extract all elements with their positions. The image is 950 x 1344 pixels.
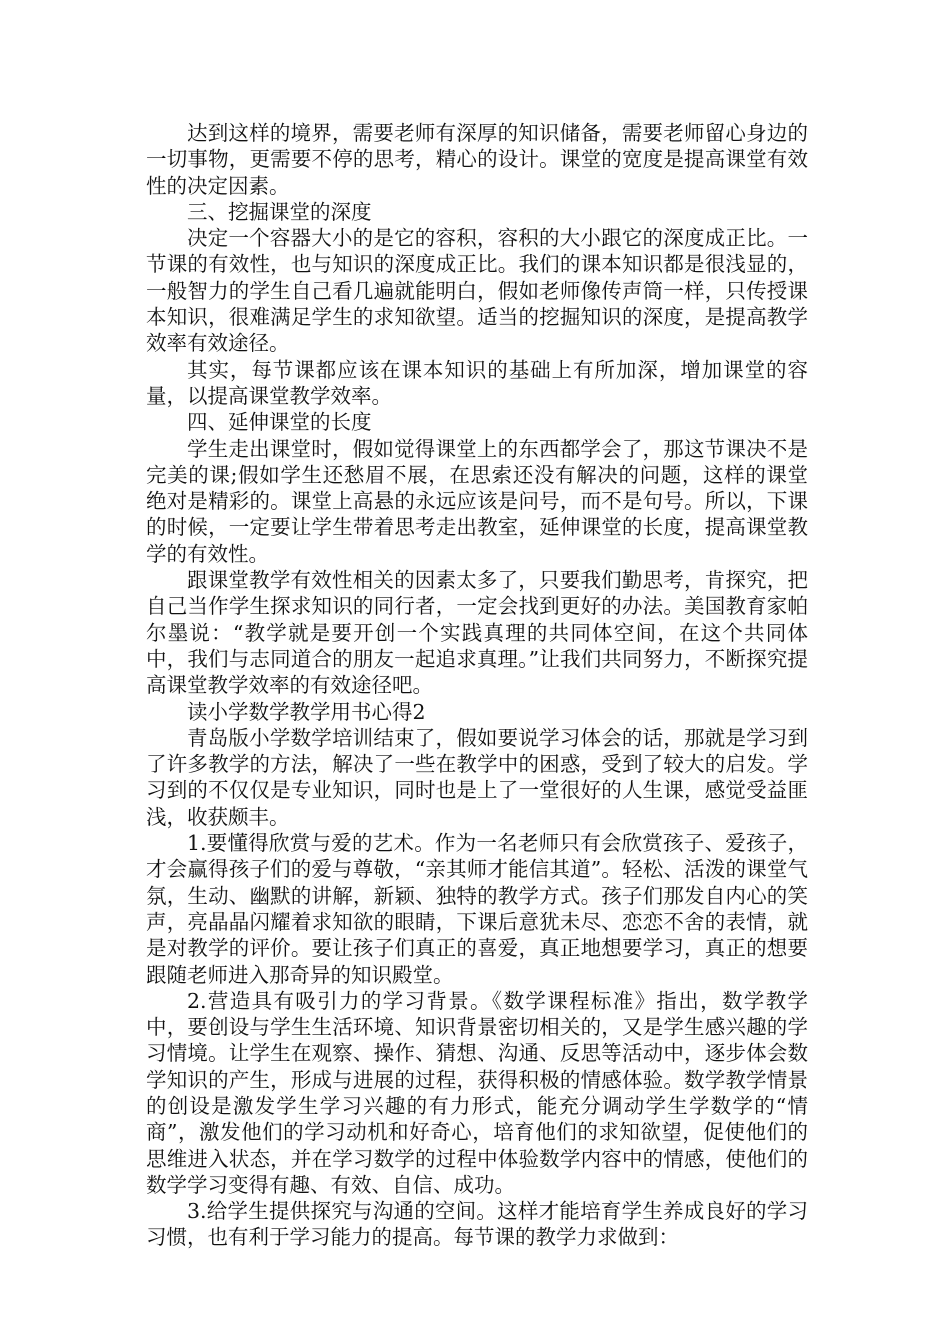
paragraph: 达到这样的境界，需要老师有深厚的知识储备，需要老师留心身边的一切事物，更需要不停的思考，精心的设计。课堂的宽度是提高课堂有效性的决定因素。 xyxy=(146,121,808,198)
paragraph: 3.给学生提供探究与沟通的空间。这样才能培育学生养成良好的学习习惯，也有利于学习能力的提高。每节课的教学力求做到： xyxy=(146,1199,808,1250)
document-body xyxy=(146,120,808,1251)
paragraph: 2.营造具有吸引力的学习背景。《数学课程标准》指出，数学教学中，要创设与学生生活环境、知识背景密切相关的，又是学生感兴趣的学习情境。让学生在观察、操作、猜想、沟通、反思等活动中，逐步体会数学知识的产生，形成与进展的过程，获得积极的情感体验。数学教学情景的创设是激发学生学习兴趣的有力形式，能充分调动学生学数学的“情商”，激发他们的学习动机和好奇心，培育他们的求知欲望，促使他们的思维进入状态，并在学习数学的过程中体验数学内容中的情感，使他们的数学学习变得有趣、有效、自信、成功。 xyxy=(146,988,808,1197)
paragraph: 1.要懂得欣赏与爱的艺术。作为一名老师只有会欣赏孩子、爱孩子，才会赢得孩子们的爱与尊敬，“亲其师才能信其道”。轻松、活泼的课堂气氛，生动、幽默的讲解，新颖、独特的教学方式。孩子们那发自内心的笑声，亮晶晶闪耀着求知欲的眼睛，下课后意犹未尽、恋恋不舍的表情，就是对教学的评价。要让孩子们真正的喜爱，真正地想要学习，真正的想要跟随老师进入那奇异的知识殿堂。 xyxy=(146,831,808,987)
paragraph: 学生走出课堂时，假如觉得课堂上的东西都学会了，那这节课决不是完美的课;假如学生还愁眉不展，在思索还没有解决的问题，这样的课堂绝对是精彩的。课堂上高悬的永远应该是问号，而不是句号。所以，下课的时候，一定要让学生带着思考走出教室，延伸课堂的长度，提高课堂教学的有效性。 xyxy=(146,436,808,566)
paragraph: 决定一个容器大小的是它的容积，容积的大小跟它的深度成正比。一节课的有效性，也与知识的深度成正比。我们的课本知识都是很浅显的，一般智力的学生自己看几遍就能明白，假如老师像传声筒一样，只传授课本知识，很难满足学生的求知欲望。适当的挖掘知识的深度，是提高教学效率有效途径。 xyxy=(146,226,808,356)
paragraph: 青岛版小学数学培训结束了，假如要说学习体会的话，那就是学习到了许多教学的方法，解决了一些在教学中的困惑，受到了较大的启发。学习到的不仅仅是专业知识，同时也是上了一堂很好的人生课，感觉受益匪浅，收获颇丰。 xyxy=(146,725,808,829)
paragraph: 跟课堂教学有效性相关的因素太多了，只要我们勤思考，肯探究，把自己当作学生探求知识的同行者，一定会找到更好的办法。美国教育家帕尔墨说：“教学就是要开创一个实践真理的共同体空间，在这个共同体中，我们与志同道合的朋友一起追求真理。”让我们共同努力，不断探究提高课堂教学效率的有效途径吧。 xyxy=(146,568,808,698)
article-title: 读小学数学教学用书心得2 xyxy=(187,699,426,724)
paragraph: 其实，每节课都应该在课本知识的基础上有所加深，增加课堂的容量，以提高课堂教学效率。 xyxy=(146,357,808,408)
section-heading: 三、挖掘课堂的深度 xyxy=(187,199,372,224)
section-heading: 四、延伸课堂的长度 xyxy=(187,410,372,435)
